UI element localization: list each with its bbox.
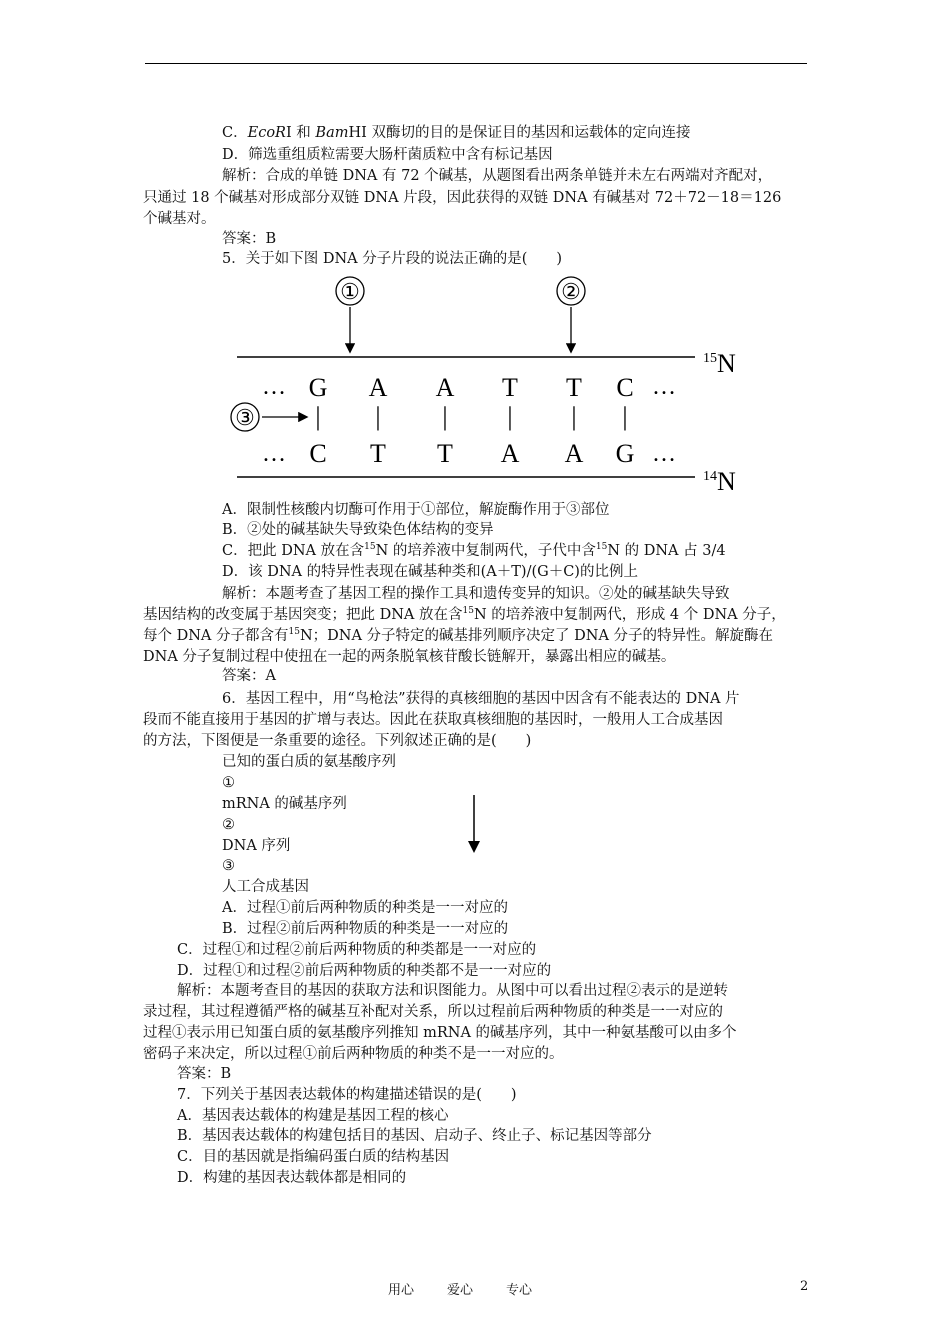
q6-stem-line: 6．基因工程中，用“鸟枪法”获得的真核细胞的基因中因含有不能表达的 DNA 片 (222, 691, 740, 707)
pair-bar: | (507, 402, 513, 431)
top-base: A (368, 373, 388, 402)
q5-option-a: A．限制性核酸内切酶可作用于①部位，解旋酶作用于③部位 (222, 502, 610, 518)
q5-analysis-line: DNA 分子复制过程中使扭在一起的两条脱氧核苷酸长链解开，暴露出相应的碱基。 (143, 649, 676, 665)
page-number: 2 (800, 1279, 809, 1294)
bottom-base: C (309, 439, 327, 468)
pair-bar: | (571, 402, 577, 431)
label-circle-1 (336, 277, 364, 305)
pair-bar: | (315, 402, 321, 431)
q5-answer: 答案：A (222, 668, 276, 684)
q6-analysis-line: 录过程，其过程遵循严格的碱基互补配对关系，所以过程前后两种物质的种类是一一对应的 (143, 1004, 723, 1020)
bottom-label-n: N (717, 467, 736, 496)
flow-step: DNA 序列 (222, 838, 291, 854)
q6-option-d: D．过程①和过程②前后两种物质的种类都不是一一对应的 (177, 963, 552, 979)
q4-option-c: C．EcoRⅠ 和 BamHⅠ 双酶切的目的是保证目的基因和运载体的定向连接 (222, 125, 691, 141)
q6-option-c: C．过程①和过程②前后两种物质的种类都是一一对应的 (177, 942, 537, 958)
bottom-base: A (500, 439, 520, 468)
q5-stem: 5．关于如下图 DNA 分子片段的说法正确的是( ) (222, 251, 563, 267)
bottom-base: A (564, 439, 584, 468)
q4-answer: 答案：B (222, 231, 277, 247)
q6-stem-line: 段而不能直接用于基因的扩增与表达。因此在获取真核细胞的基因时，一般用人工合成基因 (143, 712, 723, 728)
pair-bar: | (442, 402, 448, 431)
top-base: T (502, 373, 518, 402)
top-strand-label (703, 349, 736, 378)
label-1-text: ① (340, 279, 360, 304)
footer-word: 专心 (506, 1283, 533, 1298)
flow-step: 人工合成基因 (222, 879, 309, 895)
q5-option-d: D．该 DNA 的特异性表现在碱基种类和(A＋T)/(G＋C)的比例上 (222, 564, 638, 580)
flow-step: 已知的蛋白质的氨基酸序列 (222, 754, 396, 770)
ellipsis-bottom-right: … (652, 441, 676, 467)
bottom-strand-label (703, 467, 736, 496)
q5-analysis-line: 基因结构的改变属于基因突变；把此 DNA 放在含$^{15}$N 的培养液中复制两代，形成 4 个 DNA 分子， (143, 606, 786, 623)
top-base: A (435, 373, 455, 402)
q7-stem: 7．下列关于基因表达载体的构建描述错误的是( ) (177, 1087, 517, 1103)
pair-bar: | (622, 402, 628, 431)
top-base: G (308, 373, 328, 402)
ellipsis-top-left: … (262, 374, 286, 400)
label-circle-3 (231, 403, 259, 431)
q4-analysis-line: 个碱基对。 (143, 211, 216, 227)
top-label-num: 15 (703, 351, 717, 366)
bottom-base: G (615, 439, 635, 468)
q7-option-a: A．基因表达载体的构建是基因工程的核心 (177, 1108, 449, 1124)
q5-analysis-line: 解析：本题考查了基因工程的操作工具和遗传变异的知识。②处的碱基缺失导致 (222, 586, 730, 602)
bottom-base: T (437, 439, 453, 468)
ellipsis-top-right: … (652, 374, 676, 400)
q6-analysis-line: 密码子来决定，所以过程①前后两种物质的种类不是一一对应的。 (143, 1046, 564, 1062)
q6-analysis-line: 过程①表示用已知蛋白质的氨基酸序列推知 mRNA 的碱基序列，其中一种氨基酸可以由多个 (143, 1025, 737, 1041)
flow-step: ① (222, 775, 235, 791)
bottom-base: T (370, 439, 386, 468)
label-circle-2 (557, 277, 585, 305)
q5-option-c: C．把此 DNA 放在含$^{15}$N 的培养液中复制两代，子代中含$^{15}$N 的 DNA 占 3/4 (222, 542, 726, 559)
q5-analysis-line: 每个 DNA 分子都含有$^{15}$N；DNA 分子特定的碱基排列顺序决定了 DNA 分子的特异性。解旋酶在 (143, 627, 774, 644)
q4-analysis-line: 解析：合成的单链 DNA 有 72 个碱基，从题图看出两条单链并未左右两端对齐配对， (222, 168, 773, 184)
header-rule (145, 63, 807, 64)
top-base: C (616, 373, 634, 402)
footer-word: 用心 (388, 1283, 415, 1298)
flow-step: mRNA 的碱基序列 (222, 796, 347, 812)
q5-option-b: B．②处的碱基缺失导致染色体结构的变异 (222, 522, 494, 538)
top-label-n: N (717, 349, 736, 378)
q7-option-b: B．基因表达载体的构建包括目的基因、启动子、终止子、标记基因等部分 (177, 1128, 652, 1144)
top-base: T (566, 373, 582, 402)
q7-option-c: C．目的基因就是指编码蛋白质的结构基因 (177, 1149, 450, 1165)
footer-word: 爱心 (447, 1283, 474, 1298)
q6-option-b: B．过程②前后两种物质的种类是一一对应的 (222, 921, 509, 937)
ellipsis-bottom-left: … (262, 441, 286, 467)
q4-option-d: D．筛选重组质粒需要大肠杆菌质粒中含有标记基因 (222, 147, 553, 163)
q7-option-d: D．构建的基因表达载体都是相同的 (177, 1170, 407, 1186)
label-3-text: ③ (235, 405, 255, 430)
q6-answer: 答案：B (177, 1066, 232, 1082)
q4-analysis-line: 只通过 18 个碱基对形成部分双链 DNA 片段，因此获得的双链 DNA 有碱基对 72＋72－18＝126 (143, 190, 782, 206)
q6-analysis-line: 解析：本题考查目的基因的获取方法和识图能力。从图中可以看出过程②表示的是逆转 (177, 983, 728, 999)
flow-step: ② (222, 817, 235, 833)
pair-bar: | (375, 402, 381, 431)
q6-option-a: A．过程①前后两种物质的种类是一一对应的 (222, 900, 508, 916)
bottom-label-num: 14 (703, 469, 717, 484)
flow-step: ③ (222, 858, 235, 874)
q6-stem-line: 的方法，下图便是一条重要的途径。下列叙述正确的是( ) (143, 733, 532, 749)
label-2-text: ② (561, 279, 581, 304)
